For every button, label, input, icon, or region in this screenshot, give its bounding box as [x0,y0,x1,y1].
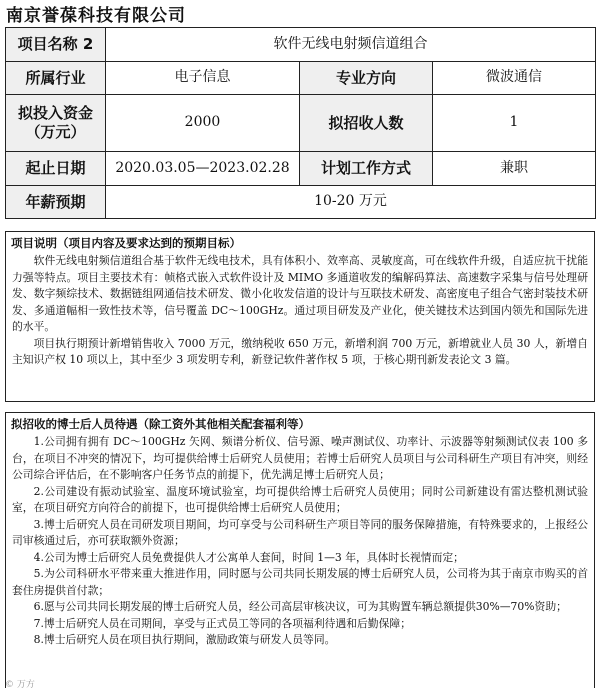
row-dates [6,152,596,186]
project-name-label: 项目名称 2 [6,28,106,62]
investment-value: 2000 [106,95,300,152]
project-info-table [5,27,596,219]
direction-value: 微波通信 [433,62,596,95]
industry-label: 所属行业 [6,62,106,95]
benefit-item: 8.博士后研究人员在项目执行期间，激励政策与研发人员等同。 [33,633,336,646]
salary-label: 年薪预期 [6,186,106,219]
recruit-label: 拟招收人数 [300,95,433,152]
row-project-name [6,28,596,62]
project-name-value: 软件无线电射频信道组合 [106,28,596,62]
row-industry [6,62,596,95]
benefits-title: 拟招收的博士后人员待遇（除工资外其他相关配套福利等） [11,417,310,431]
benefit-item: 5.为公司科研水平带来重大推进作用，同时愿与公司共同长期发展的博士后研究人员，公司将为其于南京市购买的首套住房提供首付款； [12,567,588,597]
benefit-item: 3.博士后研究人员在司研发项目期间，均可享受与公司科研生产项目等同的服务保障措施，有特殊要求的，上报经公司审核通过后，亦可获取额外资源； [12,517,588,547]
benefit-item: 7.博士后研究人员在司期间，享受与正式员工等同的各项福利待遇和后勤保障； [33,616,411,630]
direction-label: 专业方向 [300,62,433,95]
description-section [5,231,595,402]
row-investment [6,95,596,152]
description-paragraph: 软件无线电射频信道组合基于软件无线电技术，具有体积小、效率高、灵敏度高，可在线软件升级，自适应抗干扰能力强等特点。项目主要技术有：帧格式嵌入式软件设计及 MIMO 多通道收发的编解码算法、高速数字采集与信号处理研发、数字频综技术、数据链组网通信技术研发、微小化收发信道的设计与互联技术研发、高密度电子组合气密封装技术研发、多通道幅相一致性技术等，信号覆盖 DC～100GHz。通过项目研发及产业化，使关键技术达到国内领先和国际先进的水平。 [12,254,588,333]
benefit-item: 6.愿与公司共同长期发展的博士后研究人员，经公司高层审核决议，可为其购置车辆总额提供30%—70%资助； [33,600,567,613]
investment-label-line2: （万元） [25,123,86,141]
workmode-label: 计划工作方式 [300,152,433,186]
recruit-value: 1 [433,95,596,152]
watermark: © 万方 [5,680,35,690]
dates-value: 2020.03.05—2023.02.28 [106,152,300,186]
industry-value: 电子信息 [106,62,300,95]
workmode-value: 兼职 [433,152,596,186]
benefit-item: 1.公司拥有拥有 DC～100GHz 矢网、频谱分析仪、信号源、噪声测试仪、功率计、示波器等射频测试仪表 100 多台，在项目不冲突的情况下，均可提供给博士后研究人员使用；若博士后研究人员项目与公司科研生产项目有冲突，则经公司综合评估后，在不影响客户任务节点的前提下，优先满足博士后研究人员； [12,435,588,481]
description-paragraph: 项目执行期预计新增销售收入 7000 万元，缴纳税收 650 万元，新增利润 700 万元，新增就业人员 30 人，新增自主知识产权 10 项以上，其中至少 3 项发明专利，新登记软件著作权 5 项，于核心期刊新发表论文 3 篇。 [12,336,588,366]
description-title: 项目说明（项目内容及要求达到的预期目标） [11,236,241,250]
company-name: 南京誉葆科技有限公司 [6,6,186,26]
benefit-item: 2.公司建设有振动试验室、温度环境试验室，均可提供给博士后研究人员使用；同时公司新建设有雷达整机测试验室，在项目研究方向符合的前提下，也可提供给博士后研究人员使用； [12,484,588,514]
salary-value: 10-20 万元 [106,186,596,219]
dates-label: 起止日期 [6,152,106,186]
row-salary [6,186,596,219]
investment-label-line1: 拟投入资金 [17,104,93,123]
investment-label [6,95,106,152]
benefit-item: 4.公司为博士后研究人员免费提供人才公寓单人套间，时间 1—3 年，具体时长视情而定； [33,550,464,564]
benefits-section [5,412,595,688]
